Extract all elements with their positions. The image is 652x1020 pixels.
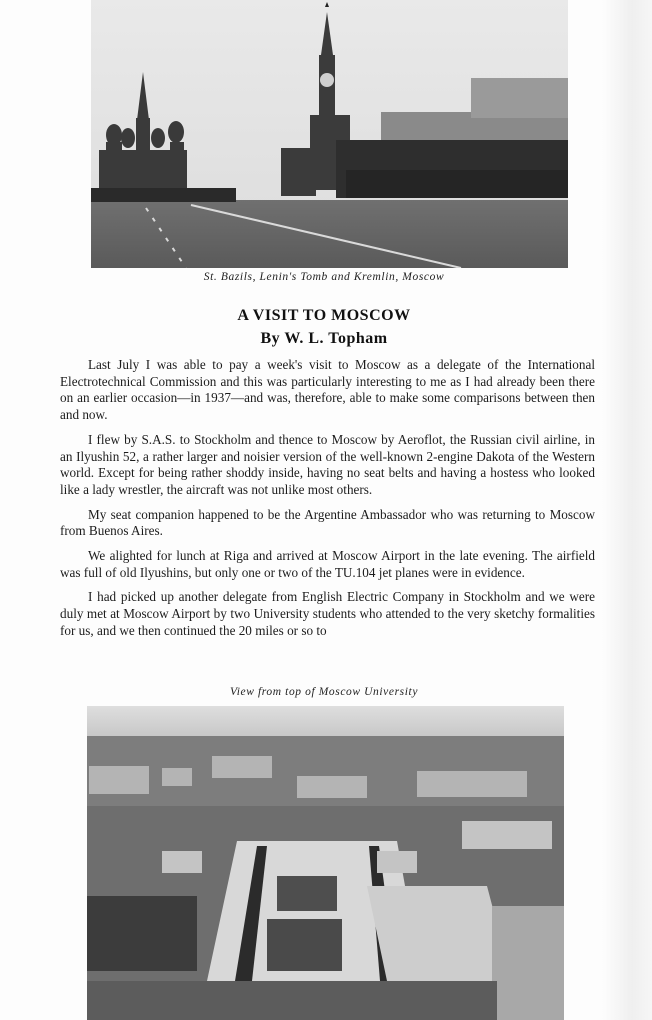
article-body [60,357,595,648]
paragraph: My seat companion happened to be the Argentine Ambassador who was returning to Moscow from Buenos Aires. [60,506,595,539]
paragraph: We alighted for lunch at Riga and arrived at Moscow Airport in the late evening. The airfield was full of old Ilyushins, but only one or two of the TU.104 jet planes were in evidence. [60,548,595,580]
moscow-university-view-photo [87,706,564,1020]
paragraph: I flew by S.A.S. to Stockholm and thence to Moscow by Aeroflot, the Russian civil airline, in an Ilyushin 52, a rather larger and noisier version of the well-known 2-engine Dakota of the Western world. Except for being rather shoddy inside, having no seat belts and having a hostess who looked like a lady wrestler, the aircraft was not unlike most others. [60,431,595,497]
red-square-photo-graphic [91,0,568,268]
sports-field [87,896,197,971]
paragraph: Last July I was able to pay a week's visit to Moscow as a delegate of the International Electrotechnical Commission and this was particularly interesting to me as I had already been there on an earlier occasion—in 1937—and was, therefore, able to make some comparisons between then and now. [60,357,595,423]
university-tower-wing [492,906,564,1020]
page-edge-shadow [602,0,652,1020]
sky [87,706,564,736]
cobbled-square [91,200,568,268]
article-title: A VISIT TO MOSCOW [237,307,411,324]
moscow-university-view-graphic [87,706,564,1020]
red-square-photo [91,0,568,268]
top-photo-caption: St. Bazils, Lenin's Tomb and Kremlin, Moscow [203,271,445,283]
bottom-photo-caption: View from top of Moscow University [229,686,419,698]
paragraph: I had picked up another delegate from English Electric Company in Stockholm and we were duly met at Moscow Airport by two University students who attended to the very sketchy formalities for us, and we then continued the 20 miles or so to [60,589,595,638]
forecourt [87,981,497,1020]
article-byline: By W. L. Topham [260,330,388,347]
